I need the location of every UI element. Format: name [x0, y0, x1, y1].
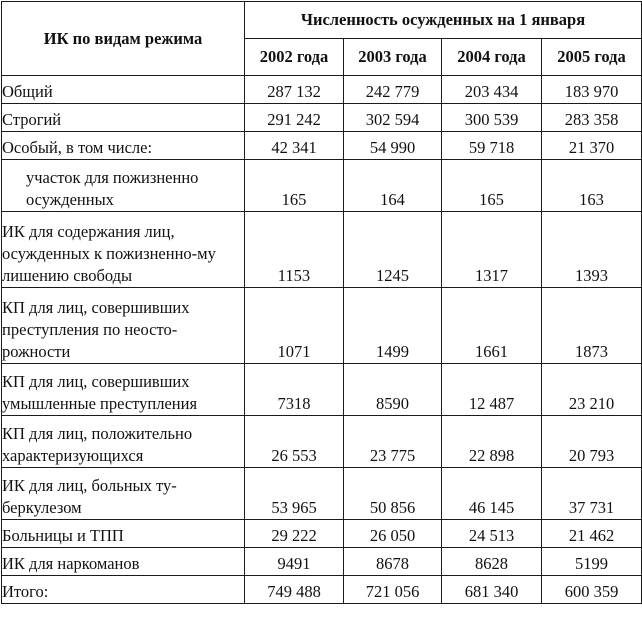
row-label: КП для лиц, совершивших преступления по неосто-рожности — [2, 288, 245, 364]
cell-value: 1317 — [442, 212, 542, 288]
cell-value: 1393 — [542, 212, 642, 288]
cell-value: 8628 — [442, 548, 542, 576]
cell-value: 1071 — [245, 288, 344, 364]
header-row-group — [2, 2, 642, 39]
cell-value: 9491 — [245, 548, 344, 576]
cell-value: 7318 — [245, 364, 344, 416]
cell-value: 1499 — [344, 288, 442, 364]
row-label: КП для лиц, совершивших умышленные преступления — [2, 364, 245, 416]
cell-value: 53 965 — [245, 468, 344, 520]
cell-value: 749 488 — [245, 576, 344, 604]
cell-value: 203 434 — [442, 76, 542, 104]
row-label: ИК для наркоманов — [2, 548, 245, 576]
cell-value: 164 — [344, 160, 442, 212]
cell-value: 26 050 — [344, 520, 442, 548]
cell-value: 21 462 — [542, 520, 642, 548]
cell-value: 721 056 — [344, 576, 442, 604]
cell-value: 12 487 — [442, 364, 542, 416]
cell-value: 291 242 — [245, 104, 344, 132]
row-label: Общий — [2, 76, 245, 104]
row-label: ИК для содержания лиц, осужденных к пожизненно-му лишению свободы — [2, 212, 245, 288]
cell-value: 22 898 — [442, 416, 542, 468]
convicts-by-regime-table — [1, 1, 642, 604]
corner-header: ИК по видам режима — [2, 2, 245, 76]
cell-value: 29 222 — [245, 520, 344, 548]
cell-value: 163 — [542, 160, 642, 212]
cell-value: 46 145 — [442, 468, 542, 520]
cell-value: 242 779 — [344, 76, 442, 104]
table-row — [2, 288, 642, 364]
cell-value: 5199 — [542, 548, 642, 576]
cell-value: 681 340 — [442, 576, 542, 604]
year-header: 2005 года — [542, 39, 642, 76]
cell-value: 23 210 — [542, 364, 642, 416]
table-row — [2, 364, 642, 416]
table-row — [2, 468, 642, 520]
year-header: 2002 года — [245, 39, 344, 76]
table-row — [2, 132, 642, 160]
cell-value: 21 370 — [542, 132, 642, 160]
cell-value: 283 358 — [542, 104, 642, 132]
cell-value: 23 775 — [344, 416, 442, 468]
cell-value: 54 990 — [344, 132, 442, 160]
row-label: участок для пожизненно осужденных — [2, 160, 245, 212]
table-row — [2, 76, 642, 104]
cell-value: 8678 — [344, 548, 442, 576]
year-header: 2003 года — [344, 39, 442, 76]
cell-value: 37 731 — [542, 468, 642, 520]
cell-value: 1153 — [245, 212, 344, 288]
cell-value: 50 856 — [344, 468, 442, 520]
table-row — [2, 548, 642, 576]
row-label: Особый, в том числе: — [2, 132, 245, 160]
row-label: Больницы и ТПП — [2, 520, 245, 548]
table-row — [2, 212, 642, 288]
cell-value: 1245 — [344, 212, 442, 288]
cell-value: 300 539 — [442, 104, 542, 132]
total-row — [2, 576, 642, 604]
cell-value: 26 553 — [245, 416, 344, 468]
cell-value: 8590 — [344, 364, 442, 416]
cell-value: 1661 — [442, 288, 542, 364]
cell-value: 59 718 — [442, 132, 542, 160]
table-row — [2, 520, 642, 548]
cell-value: 302 594 — [344, 104, 442, 132]
table-row — [2, 160, 642, 212]
table-row — [2, 104, 642, 132]
cell-value: 287 132 — [245, 76, 344, 104]
cell-value: 42 341 — [245, 132, 344, 160]
row-label: Строгий — [2, 104, 245, 132]
row-label: Итого: — [2, 576, 245, 604]
cell-value: 20 793 — [542, 416, 642, 468]
row-label: ИК для лиц, больных ту-беркулезом — [2, 468, 245, 520]
table-row — [2, 416, 642, 468]
cell-value: 600 359 — [542, 576, 642, 604]
cell-value: 165 — [442, 160, 542, 212]
cell-value: 165 — [245, 160, 344, 212]
row-label: КП для лиц, положительно характеризующихся — [2, 416, 245, 468]
cell-value: 24 513 — [442, 520, 542, 548]
cell-value: 183 970 — [542, 76, 642, 104]
cell-value: 1873 — [542, 288, 642, 364]
group-header: Численность осужденных на 1 января — [245, 2, 642, 39]
year-header: 2004 года — [442, 39, 542, 76]
